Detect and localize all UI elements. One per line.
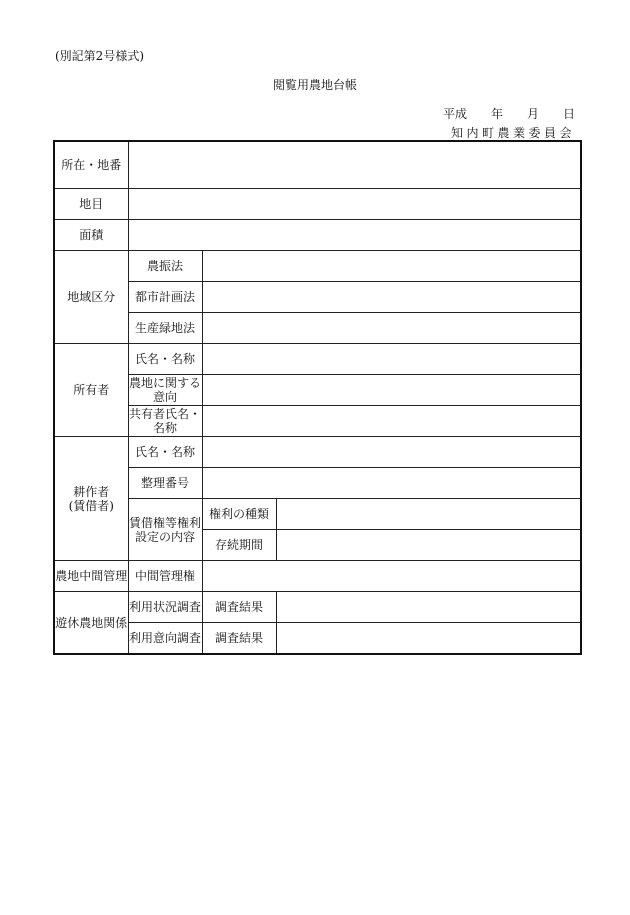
label-agri-promotion: 農振法 xyxy=(128,251,202,282)
label-lease-rights xyxy=(128,499,202,561)
cultivator-line2: (賃借者) xyxy=(68,498,114,513)
label-duration: 存続期間 xyxy=(202,530,276,561)
date-day: 日 xyxy=(562,107,575,121)
document-title: 閲覧用農地台帳 xyxy=(272,78,357,92)
value-owner-intention[interactable] xyxy=(202,375,581,406)
label-survey-result-2: 調査結果 xyxy=(202,623,276,655)
label-green-belt: 生産緑地法 xyxy=(128,313,202,344)
value-owner-name[interactable] xyxy=(202,344,581,375)
label-intermediary: 農地中間管理 xyxy=(54,561,128,592)
row-registration-no xyxy=(54,468,581,499)
value-survey-result-2[interactable] xyxy=(276,623,581,655)
row-area xyxy=(54,220,581,251)
value-cultivator-name[interactable] xyxy=(202,437,581,468)
label-city-planning: 都市計画法 xyxy=(128,282,202,313)
intention-line1: 農地に関する xyxy=(128,376,201,390)
value-duration[interactable] xyxy=(276,530,581,561)
label-right-type: 権利の種類 xyxy=(202,499,276,530)
label-intermediary-right: 中間管理権 xyxy=(128,561,202,592)
label-use-survey: 利用状況調査 xyxy=(128,592,202,623)
row-location xyxy=(54,141,581,189)
value-survey-result-1[interactable] xyxy=(276,592,581,623)
row-use-survey xyxy=(54,592,581,623)
label-land-category: 地目 xyxy=(54,189,128,220)
row-intent-survey xyxy=(54,623,581,655)
intention-line2: 意向 xyxy=(152,390,177,404)
row-zone-green xyxy=(54,313,581,344)
value-area[interactable] xyxy=(128,220,581,251)
row-land-category xyxy=(54,189,581,220)
label-owner-name: 氏名・名称 xyxy=(128,344,202,375)
cultivator-line1: 耕作者 xyxy=(73,484,110,499)
row-zone-city xyxy=(54,282,581,313)
value-right-type[interactable] xyxy=(276,499,581,530)
row-owner-intention xyxy=(54,375,581,406)
label-intent-survey: 利用意向調査 xyxy=(128,623,202,655)
value-land-category[interactable] xyxy=(128,189,581,220)
label-area: 面積 xyxy=(54,220,128,251)
row-right-type xyxy=(54,499,581,530)
date-month: 月 xyxy=(526,107,539,121)
lease-line2: 設定の内容 xyxy=(134,529,195,544)
label-zone: 地域区分 xyxy=(54,251,128,344)
date-line xyxy=(443,105,575,122)
issuer-name: 知内町農業委員会 xyxy=(450,126,575,140)
label-location: 所在・地番 xyxy=(54,141,128,189)
value-intermediary-right[interactable] xyxy=(202,561,581,592)
row-co-owner xyxy=(54,406,581,437)
co-owner-line1: 共有者氏名・ xyxy=(128,407,201,421)
date-year: 年 xyxy=(490,107,503,121)
value-city-planning[interactable] xyxy=(202,282,581,313)
date-era: 平成 xyxy=(442,107,467,121)
row-intermediary xyxy=(54,561,581,592)
label-owner-intention xyxy=(128,375,202,406)
farmland-ledger-table xyxy=(53,140,582,655)
co-owner-line2: 名称 xyxy=(152,421,177,435)
label-cultivator-name: 氏名・名称 xyxy=(128,437,202,468)
label-co-owner xyxy=(128,406,202,437)
value-green-belt[interactable] xyxy=(202,313,581,344)
lease-line1: 賃借権等権利 xyxy=(128,515,201,530)
label-survey-result-1: 調査結果 xyxy=(202,592,276,623)
label-idle-farmland: 遊休農地関係 xyxy=(54,592,128,655)
value-co-owner[interactable] xyxy=(202,406,581,437)
label-owner: 所有者 xyxy=(54,344,128,437)
value-registration-no[interactable] xyxy=(202,468,581,499)
row-zone-agri xyxy=(54,251,581,282)
row-cultivator-name xyxy=(54,437,581,468)
label-registration-no: 整理番号 xyxy=(128,468,202,499)
form-number: (別記第2号様式) xyxy=(55,49,144,63)
value-location[interactable] xyxy=(128,141,581,189)
row-owner-name xyxy=(54,344,581,375)
label-cultivator xyxy=(54,437,128,561)
value-agri-promotion[interactable] xyxy=(202,251,581,282)
